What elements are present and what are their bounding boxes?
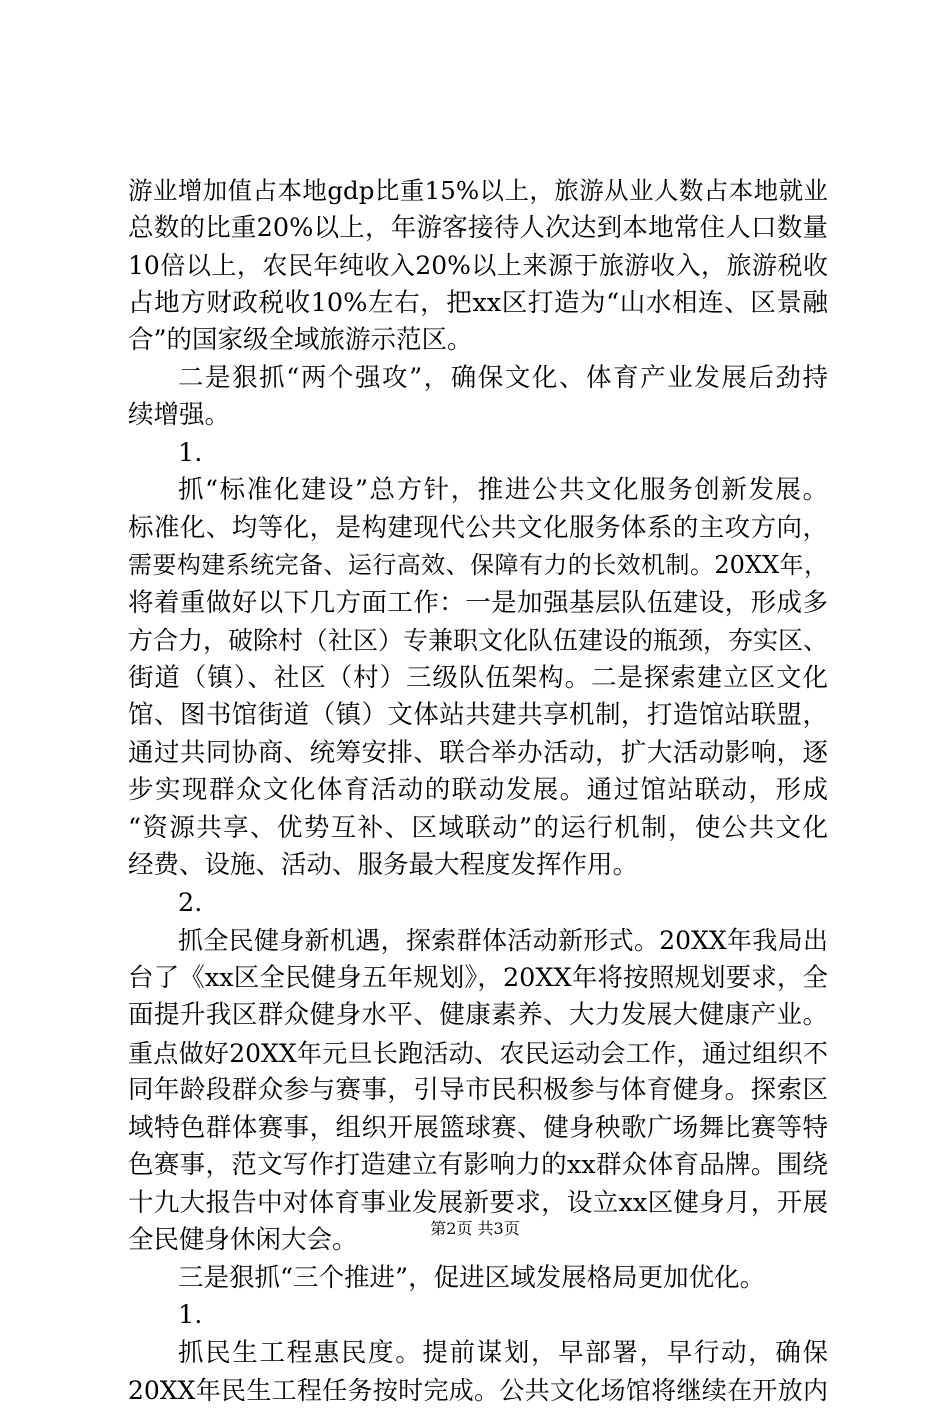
text-line: 2. bbox=[178, 887, 203, 918]
text-line: 抓全民健身新机遇，探索群体活动新形式。20XX年我局出 bbox=[178, 926, 828, 955]
text-line: 将着重做好以下几方面工作：一是加强基层队伍建设，形成多 bbox=[128, 587, 828, 618]
text-line: 10倍以上，农民年纯收入20%以上来源于旅游收入，旅游税收 bbox=[128, 251, 828, 280]
text-line: 总数的比重20%以上，年游客接待人次达到本地常住人口数量 bbox=[128, 212, 828, 243]
text-line: 1. bbox=[178, 437, 203, 468]
text-line: 20XX年民生工程任务按时完成。公共文化场馆将继续在开放内 bbox=[128, 1376, 828, 1405]
text-line: 重点做好20XX年元旦长跑活动、农民运动会工作，通过组织不 bbox=[128, 1038, 828, 1068]
text-line: 台了《xx区全民健身五年规划》，20XX年将按照规划要求，全 bbox=[128, 962, 828, 993]
text-line: 同年龄段群众参与赛事，引导市民积极参与体育健身。探索区 bbox=[128, 1075, 828, 1105]
text-line: 合”的国家级全域旅游示范区。 bbox=[128, 325, 473, 355]
text-line: 十九大报告中对体育事业发展新要求，设立xx区健身月，开展 bbox=[128, 1187, 828, 1218]
text-line: 需要构建系统完备、运行高效、保障有力的长效机制。20XX年， bbox=[128, 551, 828, 579]
text-line: 游业增加值占本地gdp比重15%以上，旅游从业人数占本地就业 bbox=[128, 176, 828, 205]
text-line: 方合力，破除村（社区）专兼职文化队伍建设的瓶颈，夯实区、 bbox=[128, 626, 828, 655]
text-line: 占地方财政税收10%左右，把xx区打造为“山水相连、区景融 bbox=[128, 287, 828, 318]
text-line: 抓民生工程惠民度。提前谋划，早部署，早行动，确保 bbox=[178, 1337, 828, 1368]
text-line: 经费、设施、活动、服务最大程度发挥作用。 bbox=[128, 850, 639, 880]
text-line: 面提升我区群众健身水平、健康素养、大力发展大健康产业。 bbox=[128, 1000, 828, 1030]
text-line: 1. bbox=[178, 1300, 203, 1330]
page-footer: 第2页 共3页 bbox=[430, 1219, 520, 1238]
text-line: 街道（镇）、社区（村）三级队伍架构。二是探索建立区文化 bbox=[128, 662, 828, 693]
text-line: 抓“标准化建设”总方针，推进公共文化服务创新发展。 bbox=[178, 475, 828, 505]
text-line: 步实现群众文化体育活动的联动发展。通过馆站联动，形成 bbox=[128, 775, 828, 805]
text-line: 全民健身休闲大会。 bbox=[128, 1225, 358, 1255]
text-line: 色赛事，范文写作打造建立有影响力的xx群众体育品牌。围绕 bbox=[128, 1150, 828, 1180]
text-line: 域特色群体赛事，组织开展篮球赛、健身秧歌广场舞比赛等特 bbox=[128, 1112, 828, 1143]
text-line: 馆、图书馆街道（镇）文体站共建共享机制，打造馆站联盟， bbox=[128, 700, 828, 730]
text-line: 续增强。 bbox=[128, 400, 231, 430]
text-line: 二是狠抓“两个强攻”，确保文化、体育产业发展后劲持 bbox=[178, 362, 828, 393]
text-line: 三是狠抓“三个推进”，促进区域发展格局更加优化。 bbox=[178, 1262, 766, 1293]
text-line: 标准化、均等化，是构建现代公共文化服务体系的主攻方向， bbox=[128, 512, 828, 543]
text-line: 通过共同协商、统筹安排、联合举办活动，扩大活动影响，逐 bbox=[128, 737, 828, 768]
text-line: “资源共享、优势互补、区域联动”的运行机制，使公共文化 bbox=[128, 812, 828, 843]
